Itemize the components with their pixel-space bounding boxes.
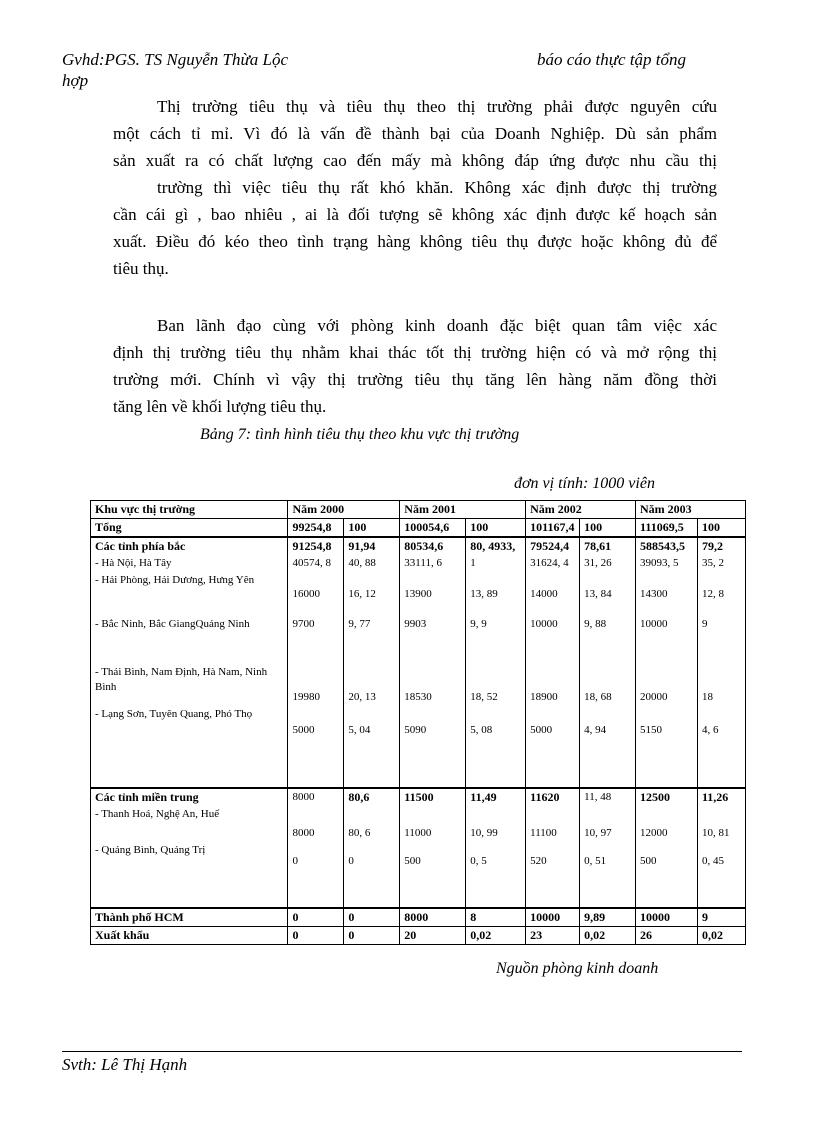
hcm-row [91, 908, 746, 927]
market-sales-table [90, 500, 746, 945]
cell: 91254,8 [288, 537, 344, 555]
header-cell: Khu vực thị trường [91, 501, 288, 519]
cell: - Thái Bình, Nam Định, Hà Nam, Ninh Bình [91, 664, 288, 706]
cell: - Hà Nội, Hà Tây [91, 555, 288, 572]
cell: 100054,6 [400, 519, 466, 538]
text-line: định thị trường tiêu thụ nhằm khai thác tốt thị trường hiện có và mở rộng thị [113, 343, 717, 362]
cell: 18, 52 [466, 664, 526, 706]
cell: 8 [466, 908, 526, 927]
cell: 11, 48 [580, 788, 636, 806]
text-line: tiêu thụ. [113, 259, 169, 278]
header-cell: Năm 2001 [400, 501, 526, 519]
cell: 10000 [636, 616, 698, 664]
cell: 100 [344, 519, 400, 538]
table-row [91, 806, 746, 842]
cell: 20, 13 [344, 664, 400, 706]
cell: 9, 88 [580, 616, 636, 664]
cell: 500 [400, 842, 466, 908]
paragraph-1 [113, 93, 717, 282]
table-header-row [91, 501, 746, 519]
cell: Các tỉnh phía bắc [91, 537, 288, 555]
cell: 11100 [526, 806, 580, 842]
cell: 11500 [400, 788, 466, 806]
cell: 8000 [288, 806, 344, 842]
table-row [91, 555, 746, 572]
cell: 18 [697, 664, 745, 706]
cell: Xuất khẩu [91, 927, 288, 945]
header-report-title-continued: hợp [62, 71, 89, 90]
cell: 10000 [526, 616, 580, 664]
cell: 11620 [526, 788, 580, 806]
cell: 18, 68 [580, 664, 636, 706]
cell: 4, 94 [580, 706, 636, 788]
cell: 11000 [400, 806, 466, 842]
cell: 80, 6 [344, 806, 400, 842]
cell: 39093, 5 [636, 555, 698, 572]
cell: 16, 12 [344, 572, 400, 616]
cell: 80, 4933, [466, 537, 526, 555]
cell: 9,89 [580, 908, 636, 927]
cell: 4, 6 [697, 706, 745, 788]
cell: 101167,4 [526, 519, 580, 538]
cell: 9 [697, 908, 745, 927]
table-row [91, 664, 746, 706]
cell: - Hải Phòng, Hải Dương, Hưng Yên [91, 572, 288, 616]
cell: 12, 8 [697, 572, 745, 616]
table-row [91, 616, 746, 664]
cell: 0,02 [580, 927, 636, 945]
cell: 5150 [636, 706, 698, 788]
cell: - Bắc Ninh, Bắc GiangQuảng Ninh [91, 616, 288, 664]
cell: 99254,8 [288, 519, 344, 538]
header-instructor: Gvhd:PGS. TS Nguyễn Thừa Lộc [62, 50, 289, 69]
text-line: xuất. Điều đó kéo theo tình trạng hàng không tiêu thụ được hoặc không đủ để [113, 232, 717, 251]
text-line: một cách tỉ mỉ. Vì đó là vấn đề thành bại của Doanh Nghiệp. Dù sản phẩm [113, 124, 717, 143]
cell: 0 [288, 908, 344, 927]
total-row [91, 519, 746, 538]
cell: 9700 [288, 616, 344, 664]
cell: 20 [400, 927, 466, 945]
cell: 0, 5 [466, 842, 526, 908]
cell: 13, 84 [580, 572, 636, 616]
cell: 100 [466, 519, 526, 538]
cell: 12500 [636, 788, 698, 806]
table-row [91, 572, 746, 616]
cell: 14300 [636, 572, 698, 616]
header-cell: Năm 2000 [288, 501, 400, 519]
cell: 100 [697, 519, 745, 538]
header-cell: Năm 2002 [526, 501, 636, 519]
cell: 5, 04 [344, 706, 400, 788]
cell: 12000 [636, 806, 698, 842]
cell: 0 [344, 927, 400, 945]
text-line: trường mới. Chính vì vậy thị trường tiêu thụ tăng lên hàng năm đồng thời [113, 370, 717, 389]
cell: 588543,5 [636, 537, 698, 555]
cell: 13900 [400, 572, 466, 616]
cell: 10, 81 [697, 806, 745, 842]
export-row [91, 927, 746, 945]
header-report-title: báo cáo thực tập tổng [537, 50, 687, 69]
cell: 0 [288, 842, 344, 908]
cell: 11,26 [697, 788, 745, 806]
paragraph-2 [113, 312, 717, 420]
text-line: trường thì việc tiêu thụ rất khó khăn. Không xác định được thị trường [157, 178, 717, 197]
cell: 79,2 [697, 537, 745, 555]
cell: 5090 [400, 706, 466, 788]
cell: 23 [526, 927, 580, 945]
north-region-row [91, 537, 746, 555]
cell: 500 [636, 842, 698, 908]
cell: 10000 [636, 908, 698, 927]
cell: 10, 99 [466, 806, 526, 842]
cell: 13, 89 [466, 572, 526, 616]
text-line: tăng lên về khối lượng tiêu thụ. [113, 397, 327, 416]
central-region-row [91, 788, 746, 806]
cell: 80534,6 [400, 537, 466, 555]
cell: 33111, 6 [400, 555, 466, 572]
cell: 9, 77 [344, 616, 400, 664]
cell: 0 [344, 908, 400, 927]
cell: 5000 [526, 706, 580, 788]
cell: 10000 [526, 908, 580, 927]
cell: 5, 08 [466, 706, 526, 788]
cell: 0 [344, 842, 400, 908]
cell: 31, 26 [580, 555, 636, 572]
text-line: Thị trường tiêu thụ và tiêu thụ theo thị trường phải được nguyên cứu [157, 97, 717, 116]
cell: 1 [466, 555, 526, 572]
unit-label: đơn vị tính: 1000 viên [514, 475, 655, 492]
cell: 14000 [526, 572, 580, 616]
text-line: sản xuất ra có chất lượng cao đến mấy mà không đáp ứng được nhu cầu thị [113, 151, 717, 170]
cell: 111069,5 [636, 519, 698, 538]
cell: - Lạng Sơn, Tuyên Quang, Phó Thọ [91, 706, 288, 788]
cell: - Quảng Bình, Quảng Trị [91, 842, 288, 908]
table-row [91, 706, 746, 788]
cell: 9, 9 [466, 616, 526, 664]
cell: 10, 97 [580, 806, 636, 842]
cell: Thành phố HCM [91, 908, 288, 927]
cell: - Thanh Hoá, Nghệ An, Huế [91, 806, 288, 842]
cell: 0,02 [697, 927, 745, 945]
table-row [91, 842, 746, 908]
cell: 100 [580, 519, 636, 538]
cell: 11,49 [466, 788, 526, 806]
cell: 20000 [636, 664, 698, 706]
cell: 0, 51 [580, 842, 636, 908]
cell: 79524,4 [526, 537, 580, 555]
text-line: Ban lãnh đạo cùng với phòng kinh doanh đặc biệt quan tâm việc xác [157, 316, 717, 335]
cell: Tổng [91, 519, 288, 538]
cell: 5000 [288, 706, 344, 788]
cell: 0, 45 [697, 842, 745, 908]
cell: 19980 [288, 664, 344, 706]
footer-student: Svth: Lê Thị Hạnh [62, 1055, 188, 1074]
cell: 9 [697, 616, 745, 664]
cell: 520 [526, 842, 580, 908]
cell: 40, 88 [344, 555, 400, 572]
cell: 80,6 [344, 788, 400, 806]
cell: 26 [636, 927, 698, 945]
cell: 8000 [400, 908, 466, 927]
cell: 16000 [288, 572, 344, 616]
cell: 0,02 [466, 927, 526, 945]
table-title: Bảng 7: tình hình tiêu thụ theo khu vực thị trường [200, 426, 520, 443]
footer-divider [62, 1051, 742, 1052]
cell: 9903 [400, 616, 466, 664]
header-cell: Năm 2003 [636, 501, 746, 519]
cell: 31624, 4 [526, 555, 580, 572]
table-source: Nguồn phòng kinh doanh [496, 960, 659, 977]
cell: 0 [288, 927, 344, 945]
cell: 91,94 [344, 537, 400, 555]
text-line: cần cái gì , bao nhiêu , ai là đối tượng sẽ không xác định được kế hoạch sản [113, 205, 717, 224]
cell: 8000 [288, 788, 344, 806]
cell: 40574, 8 [288, 555, 344, 572]
cell: 35, 2 [697, 555, 745, 572]
cell: 78,61 [580, 537, 636, 555]
cell: 18530 [400, 664, 466, 706]
cell: Các tỉnh miền trung [91, 788, 288, 806]
cell: 18900 [526, 664, 580, 706]
